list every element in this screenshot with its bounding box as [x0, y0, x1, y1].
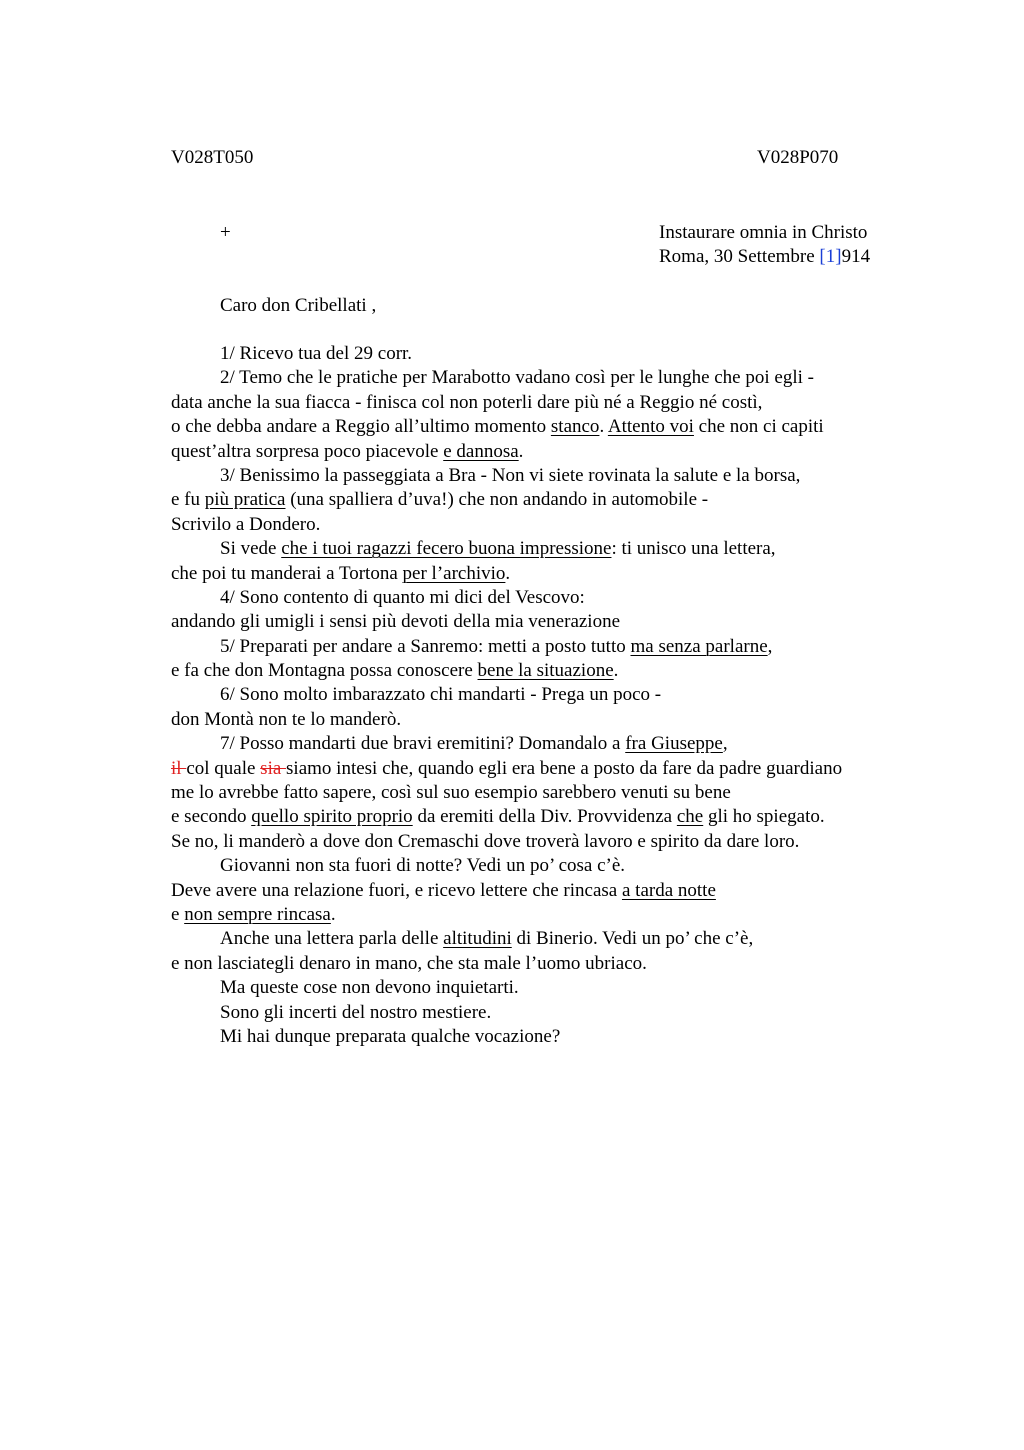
line-text: o che debba andare a Reggio all’ultimo momento	[171, 416, 551, 438]
letter-line	[171, 586, 1011, 610]
line-text: 3/ Benissimo la passeggiata a Bra - Non vi siete rovinata la salute e la borsa,	[220, 464, 801, 486]
letter-line	[171, 342, 1011, 366]
line-text: me lo avrebbe fatto sapere, così sul suo esempio sarebbero venuti su bene	[171, 782, 731, 804]
line-text: ,	[767, 635, 773, 657]
line-text: .	[518, 440, 524, 462]
letter-line	[171, 805, 1011, 829]
letter-line	[171, 562, 1011, 586]
letter-line	[171, 879, 1011, 903]
letter-line	[171, 635, 1011, 659]
line-text: e	[171, 903, 185, 925]
line-text: e non lasciategli denaro in mano, che sta male l’uomo ubriaco.	[171, 952, 647, 974]
line-text: Mi hai dunque preparata qualche vocazione?	[220, 1025, 561, 1047]
letter-line	[171, 903, 1011, 927]
letter-line	[171, 927, 1011, 951]
letter-line	[171, 708, 1011, 732]
line-text: e fa che don Montagna possa conoscere	[171, 660, 478, 682]
line-text: di Binerio. Vedi un po’ che c’è,	[511, 928, 754, 950]
line-text: .	[330, 903, 336, 925]
underlined-text: per l’archivio	[402, 562, 506, 584]
underlined-text: quello spirito proprio	[251, 806, 413, 828]
line-text: col quale	[186, 757, 261, 779]
salutation: Caro don Cribellati ,	[220, 295, 377, 316]
line-text: .	[599, 416, 608, 438]
deleted-text: sia	[260, 757, 287, 779]
line-text: 1/ Ricevo tua del 29 corr.	[220, 343, 413, 364]
line-text: quest’altra sorpresa poco piacevole	[171, 440, 444, 462]
letter-line	[171, 952, 1011, 976]
deleted-text: il	[171, 757, 187, 779]
date-bracket-close: ]	[835, 246, 842, 267]
line-text: e fu	[171, 489, 205, 511]
line-text: che non ci capiti	[693, 416, 824, 438]
line-text: (una spalliera d’uva!) che non andando in automobile -	[285, 489, 709, 511]
line-text: .	[505, 562, 511, 584]
line-text: 4/ Sono contento di quanto mi dici del Vescovo:	[220, 586, 585, 608]
letter-line	[171, 683, 1011, 707]
letter-line	[171, 610, 1011, 634]
letter-line	[171, 488, 1011, 512]
line-text: Se no, li manderò a dove don Cremaschi dove troverà lavoro e spirito da dare loro.	[171, 830, 800, 852]
underlined-text: più pratica	[204, 489, 286, 511]
underlined-text: fra Giuseppe	[625, 733, 723, 755]
line-text: : ti unisco una lettera,	[611, 538, 776, 560]
line-text: che poi tu manderai a Tortona	[171, 562, 403, 584]
underlined-text: a tarda notte	[621, 879, 716, 901]
letter-line	[171, 1025, 1011, 1049]
underlined-text: ma senza parlarne	[630, 635, 768, 657]
cross-symbol: +	[220, 222, 231, 243]
date-inserted-digit: 1	[825, 246, 836, 267]
line-text: data anche la sua fiacca - finisca col non poterli dare più né a Reggio né costì,	[171, 391, 763, 413]
underlined-text: che i tuoi ragazzi fecero buona impressione	[281, 538, 612, 560]
letter-line	[171, 440, 1011, 464]
underlined-text: bene la situazione	[477, 660, 614, 682]
date-bracket-open: [	[819, 246, 826, 267]
document-code-left: V028T050	[171, 147, 254, 168]
line-text: Giovanni non sta fuori di notte? Vedi un po’ cosa c’è.	[220, 855, 626, 877]
letter-line	[171, 830, 1011, 854]
line-text: Scrivilo a Dondero.	[171, 513, 321, 535]
line-text: Si vede	[220, 538, 282, 560]
underlined-text: stanco	[550, 416, 600, 438]
line-text: ,	[722, 733, 728, 755]
line-text: Deve avere una relazione fuori, e ricevo lettere che rincasa	[171, 879, 622, 901]
letter-line	[171, 732, 1011, 756]
letter-line	[171, 513, 1011, 537]
letter-line	[171, 391, 1011, 415]
line-text: Ma queste cose non devono inquietarti.	[220, 977, 519, 999]
line-text: gli ho spiegato.	[703, 806, 825, 828]
line-text: 6/ Sono molto imbarazzato chi mandarti - Prega un poco -	[220, 684, 662, 706]
letter-line	[171, 781, 1011, 805]
line-text: 5/ Preparati per andare a Sanremo: metti a posto tutto	[220, 635, 631, 657]
line-text: Sono gli incerti del nostro mestiere.	[220, 1001, 492, 1023]
line-text: 2/ Temo che le pratiche per Marabotto vadano così per le lunghe che poi egli -	[220, 367, 814, 389]
line-text: siamo intesi che, quando egli era bene a posto da fare da padre guardiano	[286, 757, 843, 779]
letter-line	[171, 464, 1011, 488]
date-prefix: Roma, 30 Settembre	[659, 246, 820, 267]
letter-date	[659, 245, 870, 269]
line-text: 7/ Posso mandarti due bravi eremitini? Domandalo a	[220, 733, 626, 755]
line-text: andando gli umigli i sensi più devoti della mia venerazione	[171, 611, 621, 633]
letter-line	[171, 415, 1011, 439]
letter-line	[171, 537, 1011, 561]
line-text: e secondo	[171, 806, 252, 828]
date-suffix: 914	[841, 246, 871, 267]
letter-line	[171, 1001, 1011, 1025]
motto: Instaurare omnia in Christo	[659, 222, 868, 243]
letter-line	[171, 659, 1011, 683]
underlined-text: altitudini	[443, 928, 512, 950]
underlined-text: non sempre rincasa	[184, 903, 331, 925]
letter-line	[171, 976, 1011, 1000]
letter-line	[171, 854, 1011, 878]
underlined-text: che	[676, 806, 704, 828]
line-text: don Montà non te lo manderò.	[171, 708, 402, 730]
line-text: da eremiti della Div. Provvidenza	[412, 806, 677, 828]
letter-body	[171, 342, 1011, 1049]
underlined-text: Attento voi	[607, 416, 694, 438]
line-text: .	[613, 660, 619, 682]
line-text: Anche una lettera parla delle	[220, 928, 444, 950]
document-code-right: V028P070	[757, 147, 839, 168]
letter-line	[171, 757, 1011, 781]
underlined-text: e dannosa	[443, 440, 519, 462]
letter-line	[171, 366, 1011, 390]
